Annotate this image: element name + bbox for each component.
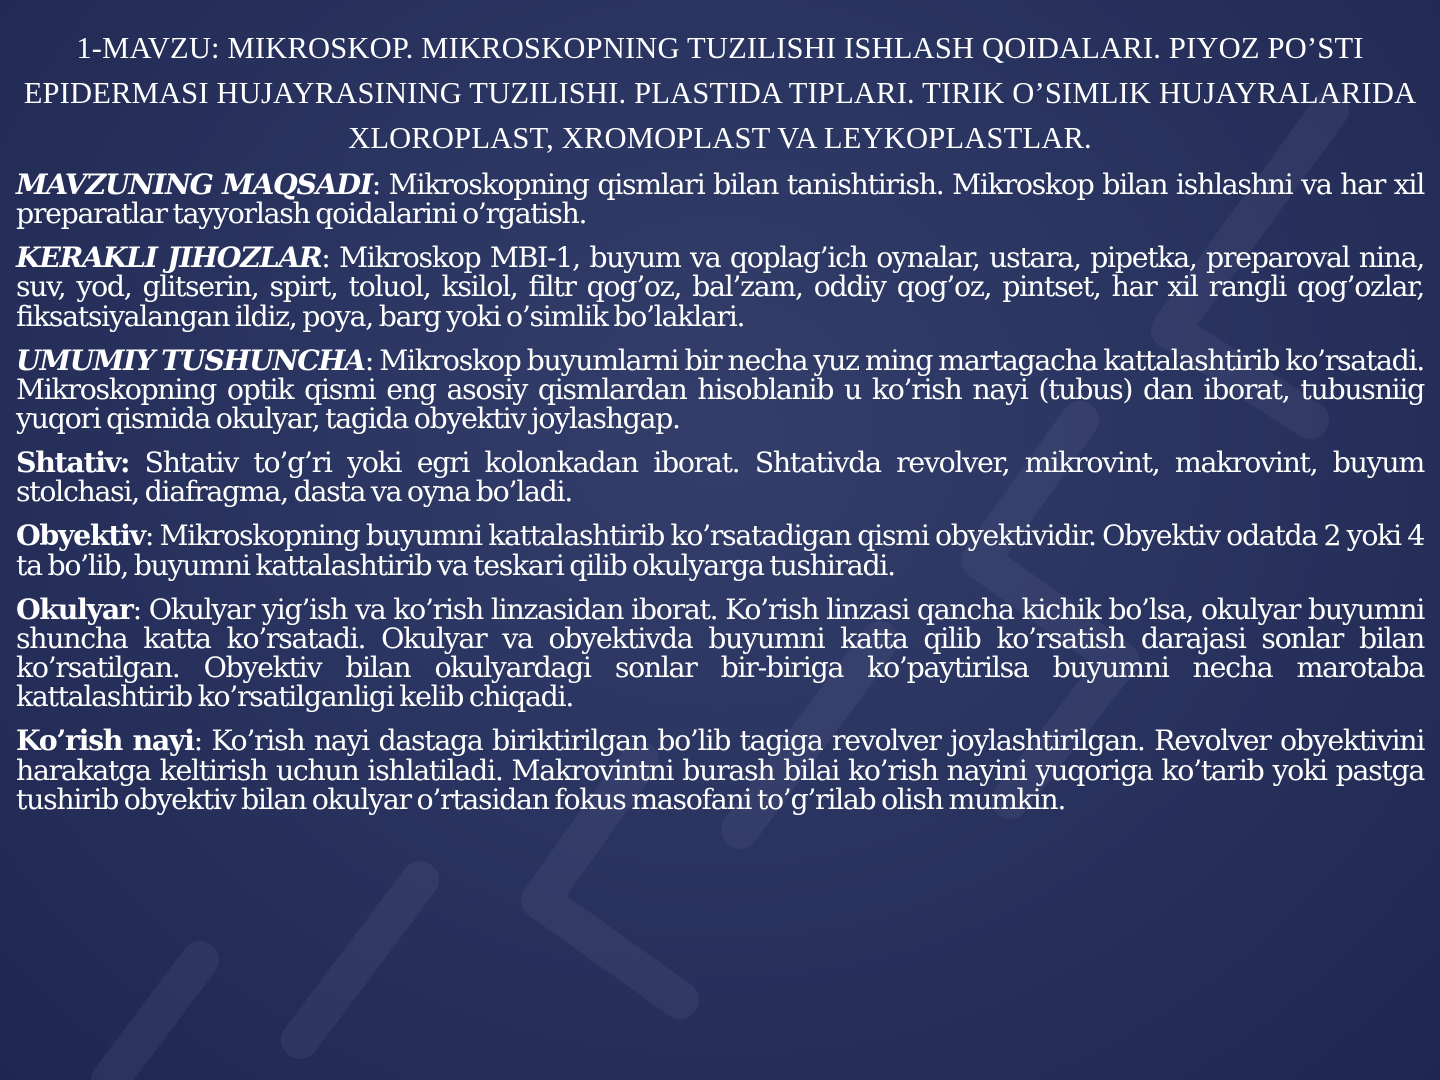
term-separator: : xyxy=(371,168,389,201)
term-label: Ko’rish nayi xyxy=(16,723,194,758)
paragraph-text: Mikroskop buyumlarni bir necha yuz ming martagacha kattalashtirib ko’rsatadi. Mikroskopning optik qismi eng asosiy qismlardan hisoblanib u ko’rish nayi (tubus) dan iborat, tubusniig yuqori qismida okulyar, tagida obyektiv joylashgap. xyxy=(16,343,1424,436)
paragraph-text: Okulyar yig’ish va ko’rish linzasidan iborat. Ko’rish linzasi qancha kichik bo’lsa, okulyar buyumni shuncha katta ko’rsatadi. Okulyar va obyektivda buyumni katta qilib ko’rsatish darajasi sonlar bilan ko’rsatilgan. Obyektiv bilan okulyardagi sonlar bir-biriga ko’paytirilsa buyumni necha marotaba kattalashtirib ko’rsatilganligi kelib chiqadi. xyxy=(16,592,1424,714)
paragraph-text: Ko’rish nayi dastaga biriktirilgan bo’lib tagiga revolver joylashtirilgan. Revolver obyektivini harakatga keltirish uchun ishlatiladi. Makrovintni burash bilai ko’rish nayini yuqoriga ko’tarib yoki pastga tushirib obyektiv bilan okulyar o’rtasidan fokus masofani to’g’rilab olish mumkin. xyxy=(16,724,1425,816)
term-separator xyxy=(129,446,144,479)
term-separator: : xyxy=(193,724,212,758)
term-separator: : xyxy=(321,241,339,275)
paragraph-text: Mikroskopning buyumni kattalashtirib ko’rsatadigan qismi obyektividir. Obyektiv odatda 2 yoki 4 ta bo’lib, buyumni kattalashtirib va teskari qilib okulyarga tushiradi. xyxy=(16,519,1424,582)
term-label: KERAKLI JIHOZLAR xyxy=(16,240,322,275)
term-label: Okulyar xyxy=(16,591,133,626)
paragraph-tushuncha xyxy=(16,342,1424,436)
term-label: Obyektiv xyxy=(16,518,145,553)
paragraph-text: Shtativ to’g’ri yoki egri kolonkadan iborat. Shtativda revolver, mikrovint, makrovint, buyum stolchasi, diafragma, dasta va oyna bo’ladi. xyxy=(16,446,1424,509)
term-label: MAVZUNING MAQSADI xyxy=(16,167,372,201)
paragraph-shtativ xyxy=(16,445,1424,509)
paragraph-jihozlar xyxy=(16,240,1424,333)
paragraph-okulyar xyxy=(16,591,1424,714)
paragraph-maqsad xyxy=(16,167,1424,231)
term-label: Shtativ: xyxy=(16,445,130,480)
paragraph-text: Mikroskopning qismlari bilan tanishtirish. Mikroskop bilan ishlashni va har xil preparatlar tayyorlash qoidalarini o’rgatish. xyxy=(16,168,1424,231)
term-separator: : xyxy=(144,519,160,553)
term-separator: : xyxy=(132,592,149,626)
paragraph-text: Mikroskop MBI-1, buyum va qoplag’ich oynalar, ustara, pipetka, preparoval nina, suv, yod, glitserin, spirt, toluol, ksilol, filtr qog’oz, bal’zam, oddiy qog’oz, pintset, har xil rangli qog’ozlar, fiksatsiyalangan ildiz, poya, barg yoki o’simlik bo’laklari. xyxy=(16,241,1424,333)
paragraph-korish-nayi xyxy=(16,723,1425,816)
slide-content xyxy=(16,167,1425,829)
paragraph-obyektiv xyxy=(16,518,1424,582)
term-label: UMUMIY TUSHUNCHA xyxy=(16,342,365,377)
term-separator: : xyxy=(364,343,380,377)
slide-title: 1-MAVZU: MIKROSKOP. MIKROSKOPNING TUZILISHI ISHLASH QOIDALARI. PIYOZ PO’STI EPIDERMASI HUJAYRASINING TUZILISHI. PLASTIDA TIPLARI. TIRIK O’SIMLIK HUJAYRALARIDA XLOROPLAST, XROMOPLAST VA LEYKOPLASTLAR. xyxy=(23,31,1417,155)
